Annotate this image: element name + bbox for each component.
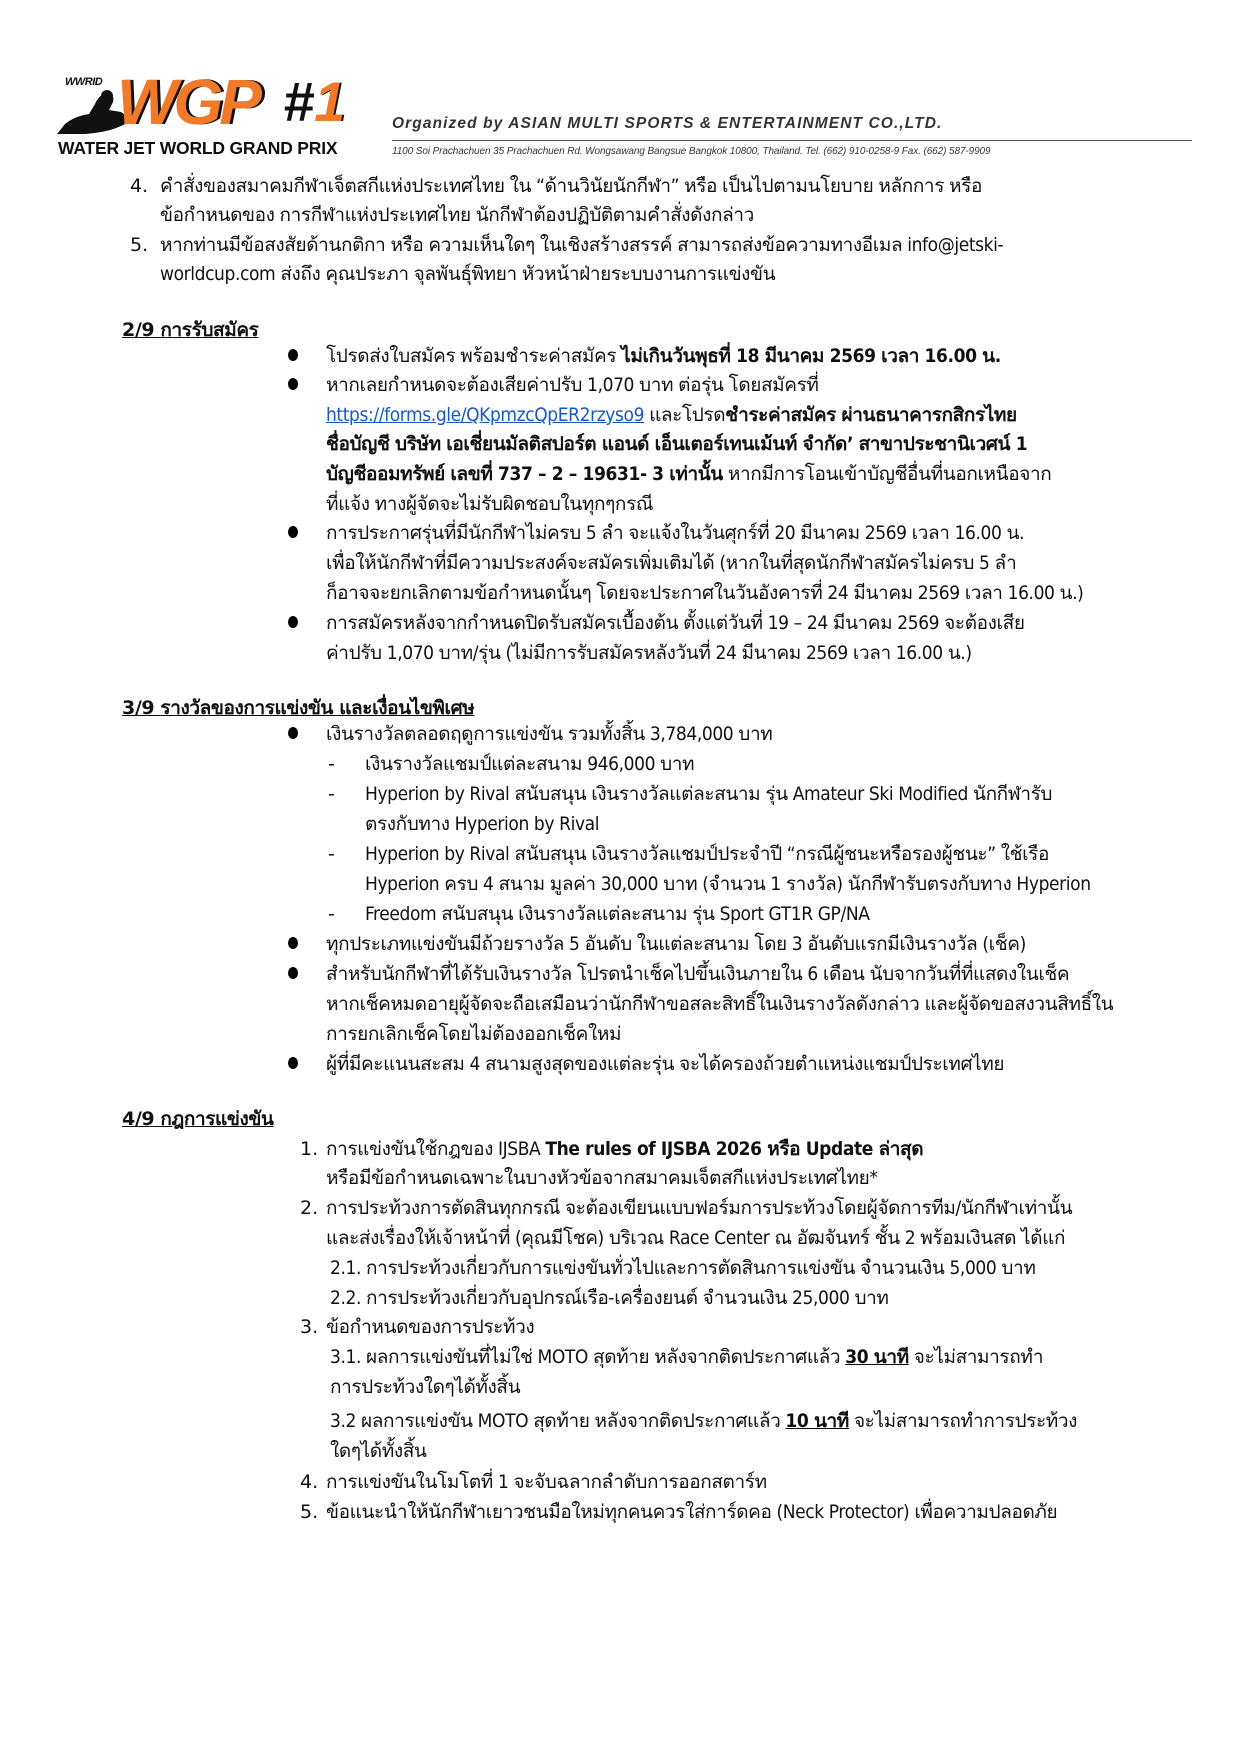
logo-tagline: WATER JET WORLD GRAND PRIX	[58, 138, 338, 158]
list-number: 4.	[130, 175, 149, 197]
bullet-icon	[288, 378, 298, 390]
dash-item-text: ตรงกับทาง Hyperion by Rival	[365, 813, 600, 835]
dash-item-text: Hyperion by Rival สนับสนุน เงินรางวัลแต่ละสนาม รุ่น Amateur Ski Modified นักกีฬารับ	[365, 783, 1053, 805]
bullet-text: ผู้ที่มีคะแนนสะสม 4 สนามสูงสุดของแต่ละรุ่น จะได้ครองถ้วยตำแหน่งแชมป์ประเทศไทย	[326, 1053, 1005, 1075]
bank-account-number: บัญชีออมทรัพย์ เลขที่ 737 – 2 – 19631- 3 เท่านั้น หากมีการโอนเข้าบัญชีอื่นที่นอกเหนือจาก	[326, 463, 1052, 485]
sub-item-text: ใดๆได้ทั้งสิ้น	[330, 1440, 427, 1462]
list-number: 5.	[130, 234, 149, 256]
sub-item-text: 3.2 ผลการแข่งขัน MOTO สุดท้าย หลังจากติดประกาศแล้ว 10 นาที จะไม่สามารถทำการประท้วง	[330, 1410, 1078, 1432]
list-item-text: worldcup.com ส่งถึง คุณประภา จุลพันธุ์พิทยา หัวหน้าฝ่ายระบบงานการแข่งขัน	[160, 263, 776, 285]
list-item-text: ข้อแนะนำให้นักกีฬาเยาวชนมือใหม่ทุกคนควรใส่การ์ดคอ (Neck Protector) เพื่อความปลอดภัย	[326, 1501, 1058, 1523]
sub-item-text: 2.2. การประท้วงเกี่ยวกับอุปกรณ์เรือ-เครื่องยนต์ จำนวนเงิน 25,000 บาท	[330, 1287, 889, 1309]
list-number: 5.	[300, 1501, 319, 1523]
bullet-icon	[288, 937, 298, 949]
bullet-icon	[288, 616, 298, 628]
bullet-text: หากเลยกำหนดจะต้องเสียค่าปรับ 1,070 บาท ต่อรุ่น โดยสมัครที่	[326, 374, 819, 396]
bullet-icon	[288, 349, 298, 361]
list-item-text: หรือมีข้อกำหนดเฉพาะในบางหัวข้อจากสมาคมเจ็ตสกีแห่งประเทศไทย*	[326, 1167, 878, 1189]
dash-item-text: เงินรางวัลแชมป์แต่ละสนาม 946,000 บาท	[365, 753, 695, 775]
bullet-icon	[288, 526, 298, 538]
bullet-text: การยกเลิกเช็คโดยไม่ต้องออกเช็คใหม่	[326, 1023, 622, 1045]
bullet-text: ก็อาจจะยกเลิกตามข้อกำหนดนั้นๆ โดยจะประกาศในวันอังคารที่ 24 มีนาคม 2569 เวลา 16.00 น.)	[326, 582, 1084, 604]
list-number: 2.	[300, 1197, 319, 1219]
bullet-text: ที่แจ้ง ทางผู้จัดจะไม่รับผิดชอบในทุกๆกรณี	[326, 493, 654, 515]
list-item-text: ข้อกำหนดของ การกีฬาแห่งประเทศไทย นักกีฬาต้องปฏิบัติตามคำสั่งดังกล่าว	[160, 204, 754, 226]
bullet-text: https://forms.gle/QKpmzcQpER2rzyso9 และโปรดชำระค่าสมัคร ผ่านธนาคารกสิกรไทย	[326, 404, 1017, 426]
bullet-text: เพื่อให้นักกีฬาที่มีความประสงค์จะสมัครเพิ่มเติมได้ (หากในที่สุดนักกีฬาสมัครไม่ครบ 5 ลำ	[326, 552, 1017, 574]
organizer-line: Organized by ASIAN MULTI SPORTS & ENTERTAINMENT CO.,LTD.	[392, 115, 943, 132]
wgp-wordmark: WGP	[117, 66, 258, 138]
list-number: 1.	[300, 1138, 319, 1160]
wgp-logo	[55, 66, 385, 165]
list-item-text: การแข่งขันใช้กฎของ IJSBA The rules of IJSBA 2026 หรือ Update ล่าสุด	[326, 1138, 924, 1160]
dash-item-text: Freedom สนับสนุน เงินรางวัลแต่ละสนาม รุ่น Sport GT1R GP/NA	[365, 903, 870, 925]
list-item-text: การประท้วงการตัดสินทุกกรณี จะต้องเขียนแบบฟอร์มการประท้วงโดยผู้จัดการทีม/นักกีฬาเท่านั้น	[326, 1197, 1073, 1219]
bullet-text: หากเช็คหมดอายุผู้จัดจะถือเสมือนว่านักกีฬาขอสละสิทธิ์ในเงินรางวัลดังกล่าว และผู้จัดขอสงวนสิทธิ์ใน	[326, 993, 1114, 1015]
dash-marker: -	[328, 843, 335, 865]
list-number: 3.	[300, 1316, 319, 1338]
header-divider	[392, 140, 1192, 141]
list-number: 4.	[300, 1471, 319, 1493]
bullet-text: สำหรับนักกีฬาที่ได้รับเงินรางวัล โปรดนำเช็คไปขึ้นเงินภายใน 6 เดือน นับจากวันที่ที่แสดงในเช็ค	[326, 963, 1070, 985]
registration-form-link[interactable]: https://forms.gle/QKpmzcQpER2rzyso9	[326, 404, 645, 426]
address-line: 1100 Soi Prachachuen 35 Prachachuen Rd. Wongsawang Bangsue Bangkok 10800, Thailand. Tel. (662) 910-0258-9 Fax. (662) 587-9909	[392, 146, 991, 157]
bullet-icon	[288, 727, 298, 739]
dash-item-text: Hyperion by Rival สนับสนุน เงินรางวัลแชมป์ประจำปี “กรณีผู้ชนะหรือรองผู้ชนะ” ใช้เรือ	[365, 843, 1050, 865]
list-item-text: ข้อกำหนดของการประท้วง	[326, 1316, 535, 1338]
dash-marker: -	[328, 783, 335, 805]
bank-account-name: ชื่อบัญชี บริษัท เอเชี่ยนมัลติสปอร์ต แอนด์ เอ็นเตอร์เทนเม้นท์ จำกัด’ สาขาประชานิเวศน์ 1	[326, 433, 1028, 455]
bullet-text: ค่าปรับ 1,070 บาท/รุ่น (ไม่มีการรับสมัครหลังวันที่ 24 มีนาคม 2569 เวลา 16.00 น.)	[326, 642, 972, 664]
bullet-text: โปรดส่งใบสมัคร พร้อมชำระค่าสมัคร ไม่เกินวันพุธที่ 18 มีนาคม 2569 เวลา 16.00 น.	[326, 345, 1001, 367]
sub-item-text: การประท้วงใดๆได้ทั้งสิ้น	[330, 1376, 521, 1398]
bullet-icon	[288, 1057, 298, 1069]
bullet-text: ทุกประเภทแข่งขันมีถ้วยรางวัล 5 อันดับ ในแต่ละสนาม โดย 3 อันดับแรกมีเงินรางวัล (เช็ค)	[326, 933, 1026, 955]
number-one-mark: #1	[283, 70, 346, 133]
dash-marker: -	[328, 753, 335, 775]
bullet-text: การประกาศรุ่นที่มีนักกีฬาไม่ครบ 5 ลำ จะแจ้งในวันศุกร์ที่ 20 มีนาคม 2569 เวลา 16.00 น.	[326, 522, 1025, 544]
list-item-text: และส่งเรื่องให้เจ้าหน้าที่ (คุณมีโชค) บริเวณ Race Center ณ อัฒจันทร์ ชั้น 2 พร้อมเงินสด ได้แก่	[326, 1227, 1066, 1249]
bullet-text: เงินรางวัลตลอดฤดูการแข่งขัน รวมทั้งสิ้น 3,784,000 บาท	[326, 723, 773, 745]
list-item-text: หากท่านมีข้อสงสัยด้านกติกา หรือ ความเห็นใดๆ ในเชิงสร้างสรรค์ สามารถส่งข้อความทางอีเมล info@jetski-	[160, 234, 1004, 256]
sub-item-text: 3.1. ผลการแข่งขันที่ไม่ใช่ MOTO สุดท้าย หลังจากติดประกาศแล้ว 30 นาที จะไม่สามารถทำ	[330, 1346, 1044, 1368]
section-heading-prizes: 3/9 รางวัลของการแข่งขัน และเงื่อนไขพิเศษ	[122, 697, 475, 719]
list-item-text: การแข่งขันในโมโตที่ 1 จะจับฉลากลำดับการออกสตาร์ท	[326, 1471, 767, 1493]
section-heading-registration: 2/9 การรับสมัคร	[122, 319, 259, 341]
dash-marker: -	[328, 903, 335, 925]
bullet-icon	[288, 967, 298, 979]
list-item-text: คำสั่งของสมาคมกีฬาเจ็ตสกีแห่งประเทศไทย ใน “ด้านวินัยนักกีฬา” หรือ เป็นไปตามนโยบาย หลักการ หรือ	[160, 175, 982, 197]
sub-item-text: 2.1. การประท้วงเกี่ยวกับการแข่งขันทั่วไปและการตัดสินการแข่งขัน จำนวนเงิน 5,000 บาท	[330, 1257, 1036, 1279]
wwrid-mark: WWRID	[65, 76, 103, 88]
dash-item-text: Hyperion ครบ 4 สนาม มูลค่า 30,000 บาท (จำนวน 1 รางวัล) นักกีฬารับตรงกับทาง Hyperion	[365, 873, 1091, 895]
section-heading-rules: 4/9 กฎการแข่งขัน	[122, 1108, 274, 1130]
bullet-text: การสมัครหลังจากกำหนดปิดรับสมัครเบื้องต้น ตั้งแต่วันที่ 19 – 24 มีนาคม 2569 จะต้องเสีย	[326, 612, 1025, 634]
letterhead	[0, 0, 1241, 170]
